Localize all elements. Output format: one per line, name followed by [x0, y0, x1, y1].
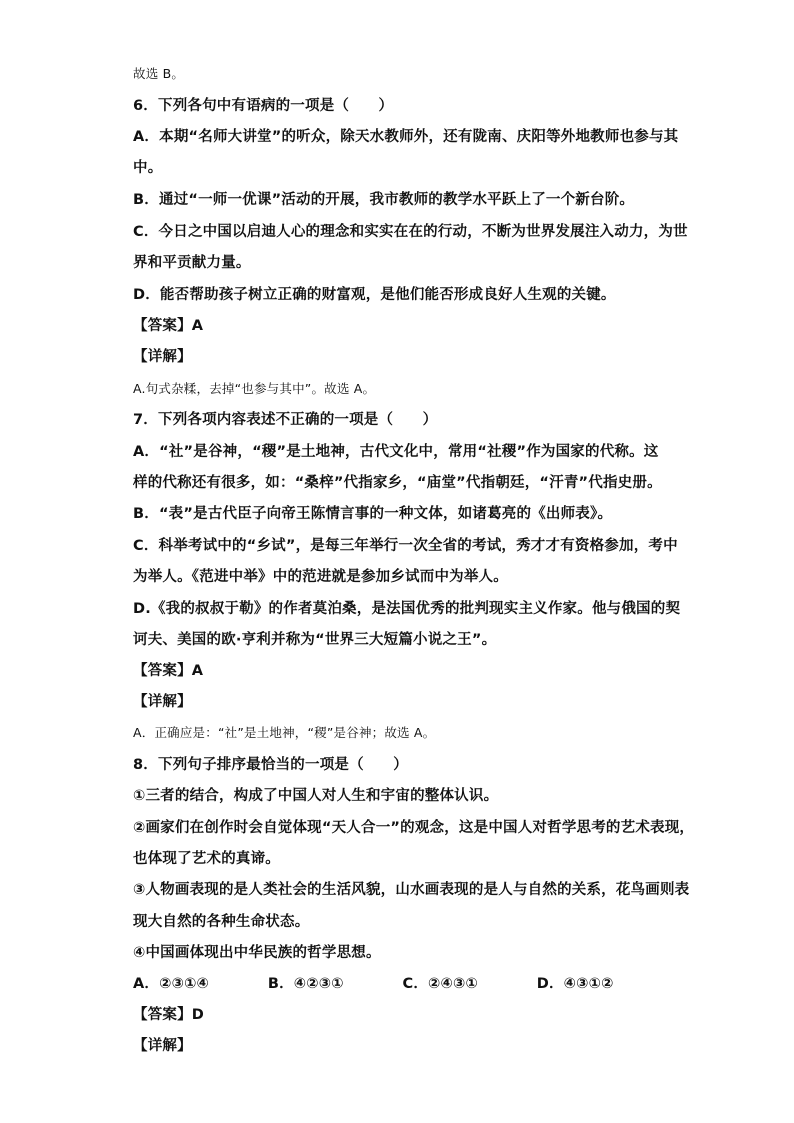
option-a-line-2: 样的代称还有很多，如：“桑梓”代指家乡，“庙堂”代指朝廷，“汗青”代指史册。: [133, 475, 662, 491]
question-6-stem: 6．下列各句中有语病的一项是（ ）: [133, 98, 394, 114]
answer-label: 【答案】D: [133, 1007, 205, 1023]
option-a-line-2: 中。: [133, 160, 163, 176]
answer-label: 【答案】A: [133, 318, 204, 334]
explanation-label: 【详解】: [133, 1038, 192, 1054]
option-b: B．通过“一师一优课”活动的开展，我市教师的教学水平跃上了一个新台阶。: [133, 192, 635, 208]
explanation-text: A.句式杂糅，去掉“也参与其中”。故选 A。: [133, 381, 376, 396]
sentence-2-line-1: ②画家们在创作时会自觉体现“天人合一”的观念，这是中国人对哲学思考的艺术表现，: [133, 820, 695, 836]
sentence-3-line-2: 现大自然的各种生命状态。: [133, 914, 310, 930]
option-d: D．能否帮助孩子树立正确的财富观，是他们能否形成良好人生观的关键。: [133, 287, 616, 303]
sentence-4: ④中国画体现出中华民族的哲学思想。: [133, 945, 381, 961]
sentence-1: ①三者的结合，构成了中国人对人生和宇宙的整体认识。: [133, 788, 499, 804]
question-8-stem: 8．下列句子排序最恰当的一项是（ ）: [133, 757, 408, 773]
option-a-line-1: A．本期“名师大讲堂”的听众，除天水教师外，还有陇南、庆阳等外地教师也参与其: [133, 129, 679, 145]
text-line: 故选 B。: [133, 66, 185, 81]
explanation-text: A．正确应是：“社”是土地神，“稷”是谷神；故选 A。: [133, 725, 436, 740]
option-b: B．“表”是古代臣子向帝王陈情言事的一种文体，如诸葛亮的《出师表》。: [133, 506, 613, 522]
option-d-line-1: D.《我的叔叔于勒》的作者莫泊桑，是法国优秀的批判现实主义作家。他与俄国的契: [133, 601, 681, 617]
option-d-line-2: 诃夫、美国的欧·亨利并称为“世界三大短篇小说之王”。: [133, 632, 497, 648]
explanation-label: 【详解】: [133, 349, 192, 365]
choice-options: A．②③①④ B．④②③① C．②④③① D．④③①②: [133, 976, 614, 992]
answer-label: 【答案】A: [133, 663, 204, 679]
option-c-line-2: 界和平贡献力量。: [133, 255, 251, 271]
option-c-line-2: 为举人。《范进中举》中的范进就是参加乡试而中为举人。: [133, 569, 508, 585]
question-7-stem: 7．下列各项内容表述不正确的一项是（ ）: [133, 412, 438, 428]
option-c-line-1: C．今日之中国以启迪人心的理念和实实在在的行动，不断为世界发展注入动力，为世: [133, 224, 688, 240]
explanation-label: 【详解】: [133, 694, 192, 710]
sentence-2-line-2: 也体现了艺术的真谛。: [133, 851, 280, 867]
option-a-line-1: A．“社”是谷神，“稷”是土地神，古代文化中，常用“社稷”作为国家的代称。这: [133, 444, 659, 460]
sentence-3-line-1: ③人物画表现的是人类社会的生活风貌，山水画表现的是人与自然的关系，花鸟画则表: [133, 882, 690, 898]
option-c-line-1: C．科举考试中的“乡试”，是每三年举行一次全省的考试，秀才才有资格参加，考中: [133, 538, 678, 554]
